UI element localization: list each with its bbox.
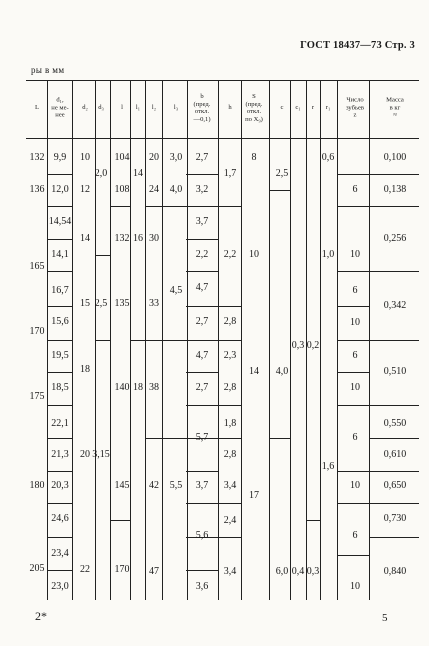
table-cell: 3,4 (223, 566, 237, 577)
column-header: Масса в кг ≈ (386, 96, 404, 119)
rule-line (48, 271, 72, 272)
table-cell: 4,0 (275, 366, 289, 377)
table-cell: 14 (133, 168, 143, 179)
table-cell: 4,0 (169, 184, 183, 195)
table-cell: 15,6 (51, 316, 69, 327)
column-header: c (280, 104, 284, 112)
table-cell: 10 (350, 249, 360, 260)
rule-line (186, 174, 219, 175)
rule-line (48, 537, 72, 538)
rule-line (270, 438, 290, 439)
table-cell: 170 (29, 326, 45, 337)
rule-line (186, 306, 219, 307)
table-cell: 145 (114, 480, 130, 491)
table-cell: 12,0 (51, 184, 69, 195)
column-header: l₁ (135, 104, 141, 112)
table-cell: 205 (29, 563, 45, 574)
table-cell: 6 (352, 285, 358, 296)
table-cell: 4,7 (195, 282, 209, 293)
table-cell: 21,3 (51, 449, 69, 460)
rule-line (219, 306, 242, 307)
rule-line (369, 503, 419, 504)
column-header: l₃ (173, 104, 179, 112)
table-cell: 0,2 (306, 340, 320, 351)
table-cell: 16,7 (51, 285, 69, 296)
table-cell: 16 (133, 233, 143, 244)
table-cell: 30 (149, 233, 159, 244)
rule-line (369, 405, 419, 406)
rule-line (186, 239, 219, 240)
table-cell: 1,6 (321, 461, 335, 472)
table-cell: 136 (29, 184, 45, 195)
rule-line (186, 206, 219, 207)
table-cell: 0,550 (383, 418, 407, 429)
table-cell: 2,8 (223, 449, 237, 460)
rule-line (219, 503, 242, 504)
table-cell: 104 (114, 152, 130, 163)
rule-line (369, 340, 419, 341)
rule-line (369, 537, 419, 538)
table-cell: 0,3 (306, 566, 320, 577)
column-header: S (пред. откл. по X₉) (245, 92, 263, 123)
table-cell: 22 (80, 564, 90, 575)
table-cell: 3,2 (195, 184, 209, 195)
rule-line (306, 520, 320, 521)
column-header: d₃ (98, 104, 104, 112)
column-rule (72, 80, 73, 600)
table-cell: 5,5 (169, 480, 183, 491)
table-cell: 8 (251, 152, 257, 163)
table-cell: 175 (29, 391, 45, 402)
table-cell: 6 (352, 432, 358, 443)
table-cell: 23,0 (51, 581, 69, 592)
rule-line (369, 438, 419, 439)
column-header: d₁, не ме- нее (51, 96, 69, 119)
table-cell: 3,4 (223, 480, 237, 491)
rule-line (48, 340, 72, 341)
table-cell: 1,0 (321, 249, 335, 260)
table-cell: 1,7 (223, 168, 237, 179)
table-cell: 14,1 (51, 249, 69, 260)
table-cell: 20 (149, 152, 159, 163)
rule-line (219, 537, 242, 538)
table-cell: 0,3 (291, 340, 305, 351)
table-cell: 0,4 (291, 566, 305, 577)
table-cell: 3,7 (195, 480, 209, 491)
table-cell: 0,510 (383, 366, 407, 377)
table-cell: 6 (352, 350, 358, 361)
table-cell: 14 (249, 366, 259, 377)
rule-line (48, 471, 72, 472)
table-cell: 24 (149, 184, 159, 195)
table-top-rule (26, 80, 419, 81)
rule-line (338, 306, 369, 307)
rule-line (219, 206, 242, 207)
table-cell: 2,8 (223, 316, 237, 327)
rule-line (338, 555, 369, 556)
table-cell: 6,0 (275, 566, 289, 577)
rule-line (110, 206, 130, 207)
table-cell: 170 (114, 564, 130, 575)
table-cell: 0,840 (383, 566, 407, 577)
page-header: ГОСТ 18437—73 Стр. 3 (300, 40, 415, 51)
table-cell: 2,3 (223, 350, 237, 361)
rule-line (186, 271, 219, 272)
table-cell: 2,2 (195, 249, 209, 260)
rule-line (48, 206, 72, 207)
table-cell: 4,5 (169, 285, 183, 296)
rule-line (110, 520, 130, 521)
rule-line (48, 405, 72, 406)
table-caption: ры в мм (31, 65, 65, 75)
table-cell: 9,9 (53, 152, 67, 163)
table-cell: 17 (249, 490, 259, 501)
table-cell: 180 (29, 480, 45, 491)
table-cell: 2,4 (223, 515, 237, 526)
rule-line (48, 372, 72, 373)
rule-line (338, 372, 369, 373)
table-cell: 6 (352, 530, 358, 541)
table-cell: 10 (350, 480, 360, 491)
table-cell: 18,5 (51, 382, 69, 393)
table-cell: 0,100 (383, 152, 407, 163)
rule-line (145, 206, 186, 207)
table-cell: 1,8 (223, 418, 237, 429)
column-header: d₂ (82, 104, 88, 112)
rule-line (186, 471, 219, 472)
rule-line (95, 340, 110, 341)
table-cell: 2,2 (223, 249, 237, 260)
table-cell: 10 (350, 382, 360, 393)
table-cell: 12 (80, 184, 90, 195)
table-cell: 108 (114, 184, 130, 195)
table-cell: 0,610 (383, 449, 407, 460)
rule-line (145, 438, 186, 439)
rule-line (369, 174, 419, 175)
table-cell: 18 (80, 364, 90, 375)
table-cell: 3,15 (92, 449, 110, 460)
rule-line (48, 239, 72, 240)
column-rule (269, 80, 270, 600)
table-cell: 5,7 (195, 432, 209, 443)
column-header: Число зубьев z (345, 96, 365, 119)
column-header: r (311, 104, 315, 112)
table-cell: 15 (80, 298, 90, 309)
column-header: c₁ (295, 104, 301, 112)
table-cell: 10 (350, 581, 360, 592)
table-cell: 10 (80, 152, 90, 163)
rule-line (186, 503, 219, 504)
table-cell: 0,650 (383, 480, 407, 491)
table-cell: 6 (352, 184, 358, 195)
table-cell: 132 (114, 233, 130, 244)
column-rule (110, 80, 111, 600)
table-cell: 19,5 (51, 350, 69, 361)
rule-line (338, 405, 369, 406)
rule-line (48, 438, 72, 439)
table-cell: 47 (149, 566, 159, 577)
page-number: 5 (382, 612, 388, 624)
table-cell: 5,6 (195, 530, 209, 541)
rule-line (338, 471, 369, 472)
table-cell: 22,1 (51, 418, 69, 429)
rule-line (48, 174, 72, 175)
table-cell: 38 (149, 382, 159, 393)
rule-line (338, 503, 369, 504)
table-cell: 2,8 (223, 382, 237, 393)
table-cell: 18 (133, 382, 143, 393)
rule-line (369, 471, 419, 472)
table-cell: 10 (350, 317, 360, 328)
table-cell: 132 (29, 152, 45, 163)
column-header: r₁ (325, 104, 331, 112)
rule-line (338, 340, 369, 341)
rule-line (95, 255, 110, 256)
table-cell: 0,138 (383, 184, 407, 195)
table-cell: 14,54 (48, 216, 72, 227)
column-header: b (пред. откл. —0,1) (193, 92, 211, 123)
table-cell: 3,6 (195, 581, 209, 592)
table-cell: 2,0 (94, 168, 108, 179)
rule-line (48, 570, 72, 571)
table-cell: 3,0 (169, 152, 183, 163)
table-cell: 135 (114, 298, 130, 309)
table-cell: 23,4 (51, 548, 69, 559)
header-rule (26, 138, 419, 139)
rule-line (219, 405, 242, 406)
rule-line (186, 405, 219, 406)
rule-line (219, 438, 242, 439)
table-cell: 24,6 (51, 513, 69, 524)
rule-line (219, 340, 242, 341)
table-cell: 140 (114, 382, 130, 393)
rule-line (186, 372, 219, 373)
rule-line (48, 306, 72, 307)
table-cell: 4,7 (195, 350, 209, 361)
table-cell: 2,5 (275, 168, 289, 179)
rule-line (369, 206, 419, 207)
rule-line (270, 190, 290, 191)
rule-line (130, 340, 186, 341)
column-header: l (121, 104, 123, 112)
column-header: h (228, 104, 232, 112)
table-cell: 10 (249, 249, 259, 260)
table-cell: 2,7 (195, 152, 209, 163)
rule-line (338, 271, 369, 272)
rule-line (48, 503, 72, 504)
page-mark: 2* (35, 609, 47, 623)
table-cell: 0,730 (383, 513, 407, 524)
table-cell: 2,7 (195, 316, 209, 327)
table-cell: 165 (29, 261, 45, 272)
rule-line (338, 206, 369, 207)
table-cell: 2,7 (195, 382, 209, 393)
table-cell: 20,3 (51, 480, 69, 491)
table-cell: 33 (149, 298, 159, 309)
table-cell: 0,6 (321, 152, 335, 163)
table-cell: 20 (80, 449, 90, 460)
rule-line (186, 340, 219, 341)
column-header: l₂ (151, 104, 157, 112)
table-cell: 0,342 (383, 300, 407, 311)
rule-line (186, 570, 219, 571)
table-cell: 14 (80, 233, 90, 244)
rule-line (338, 174, 369, 175)
rule-line (369, 271, 419, 272)
table-cell: 3,7 (195, 216, 209, 227)
table-cell: 0,256 (383, 233, 407, 244)
table-cell: 42 (149, 480, 159, 491)
table-cell: 2,5 (94, 298, 108, 309)
column-header: L (34, 104, 40, 112)
